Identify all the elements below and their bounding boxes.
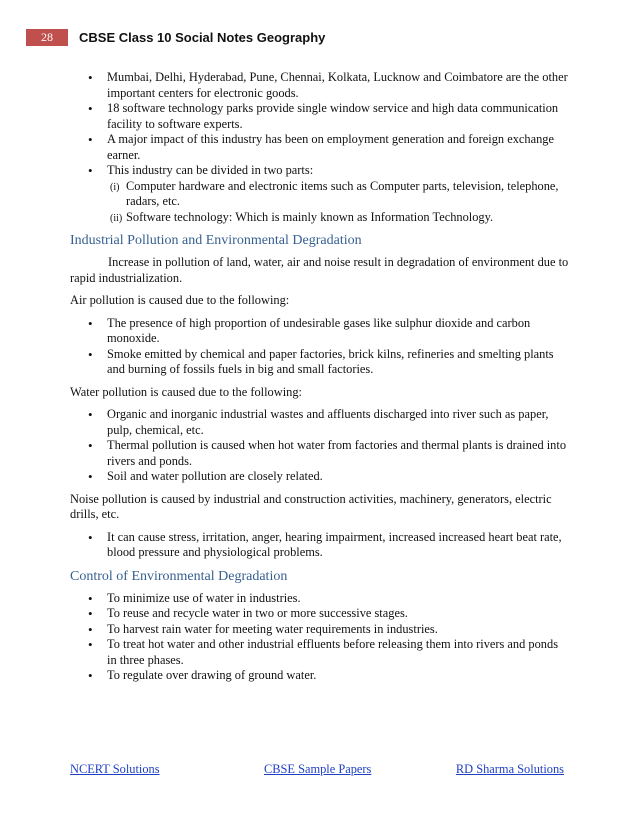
page-number: 28 [26, 29, 68, 46]
item-number: (i) [110, 181, 120, 193]
air-pollution-list [70, 316, 570, 378]
list-item: • Mumbai, Delhi, Hyderabad, Pune, Chennai, Kolkata, Lucknow and Coimbatore are the other important centers for electronic goods. [70, 70, 570, 101]
section-heading-control: Control of Environmental Degradation [70, 568, 288, 584]
list-item: • To treat hot water and other industrial effluents before releasing them into rivers and ponds in three phases. [70, 637, 570, 668]
cbse-sample-papers-link[interactable]: CBSE Sample Papers [264, 762, 372, 776]
list-item: • To reuse and recycle water in two or more successive stages. [70, 606, 570, 622]
control-measures-list [70, 591, 570, 684]
list-item: • To minimize use of water in industries. [70, 591, 570, 607]
industry-parts-list [70, 179, 570, 226]
list-item: • Thermal pollution is caused when hot water from factories and thermal plants is drained into rivers and ponds. [70, 438, 570, 469]
ncert-solutions-link[interactable]: NCERT Solutions [70, 762, 160, 776]
list-item: • The presence of high proportion of undesirable gases like sulphur dioxide and carbon monoxide. [70, 316, 570, 347]
noise-pollution-list [70, 530, 570, 561]
page-header [0, 28, 638, 48]
list-item [70, 210, 570, 226]
air-pollution-label: Air pollution is caused due to the following: [70, 293, 290, 307]
water-pollution-label: Water pollution is caused due to the following: [70, 384, 302, 399]
list-item: • To harvest rain water for meeting water requirements in industries. [70, 622, 570, 638]
item-number: (ii) [110, 212, 123, 224]
list-item: • Organic and inorganic industrial wastes and affluents discharged into river such as paper, pulp, chemical, etc. [70, 407, 570, 438]
list-item [70, 179, 570, 210]
list-item: • Soil and water pollution are closely related. [70, 469, 570, 485]
list-item: • This industry can be divided in two parts: [70, 163, 570, 179]
pollution-intro: Increase in pollution of land, water, air and noise result in degradation of environment due to rapid industrialization. [70, 255, 569, 285]
list-item: • It can cause stress, irritation, anger, hearing impairment, increased increased heart beat rate, blood pressure and physiological problems. [70, 530, 570, 561]
electronics-bullet-list [70, 70, 570, 179]
noise-pollution-label: Noise pollution is caused by industrial and construction activities, machinery, generators, electric drills, etc. [70, 491, 552, 521]
list-item: • Smoke emitted by chemical and paper factories, brick kilns, refineries and smelting plants and burning of fossils fuels in big and small factories. [70, 347, 570, 378]
page-content [70, 70, 570, 684]
page-footer [70, 762, 564, 778]
rd-sharma-solutions-link[interactable]: RD Sharma Solutions [455, 762, 564, 776]
list-item: • 18 software technology parks provide single window service and high data communication facility to software experts. [70, 101, 570, 132]
item-text: Software technology: Which is mainly known as Information Technology. [126, 209, 494, 224]
item-text: Computer hardware and electronic items such as Computer parts, television, telephone, radars, etc. [126, 178, 559, 208]
list-item: • To regulate over drawing of ground water. [70, 668, 570, 684]
water-pollution-list [70, 407, 570, 485]
header-title: CBSE Class 10 Social Notes Geography [79, 30, 326, 45]
list-item: • A major impact of this industry has been on employment generation and foreign exchange earner. [70, 132, 570, 163]
section-heading-pollution: Industrial Pollution and Environmental Degradation [70, 233, 362, 248]
